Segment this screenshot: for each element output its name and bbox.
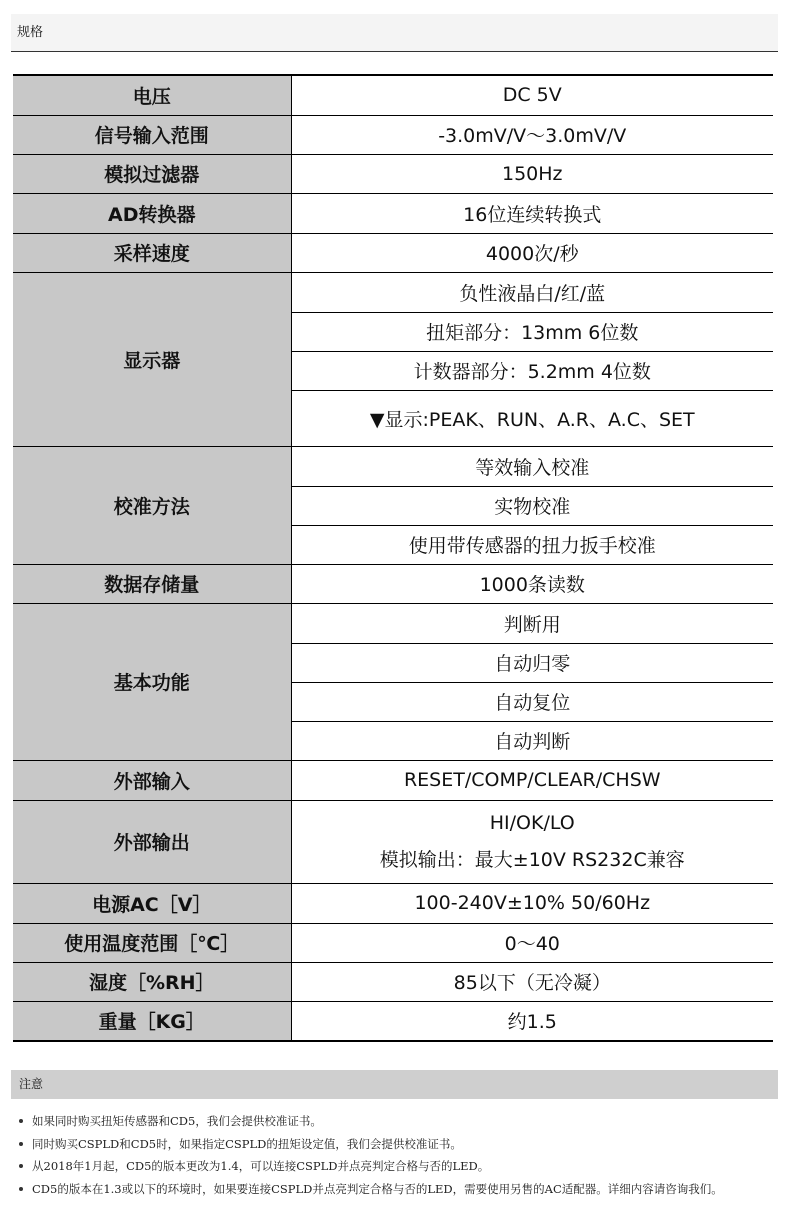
list-item: 从2018年1月起，CD5的版本更改为1.4，可以连接CSPLD并点亮判定合格与否的LED。 (16, 1155, 776, 1178)
row-label-analog-filter: 模拟过滤器 (13, 154, 291, 193)
list-item: CD5的版本在1.3或以下的环境时，如果要连接CSPLD并点亮判定合格与否的LED，需要使用另售的AC适配器。详细内容请咨询我们。 (16, 1178, 776, 1201)
spec-table (13, 74, 773, 1042)
row-label-sampling-rate: 采样速度 (13, 233, 291, 272)
notes-list (16, 1110, 776, 1200)
row-label-calibration: 校准方法 (13, 446, 291, 564)
row-label-ext-input: 外部输入 (13, 760, 291, 800)
table-row (13, 272, 773, 312)
row-value-voltage: DC 5V (291, 75, 773, 115)
list-item: 同时购买CSPLD和CD5时，如果指定CSPLD的扭矩设定值，我们会提供校准证书。 (16, 1133, 776, 1156)
row-label-power: 电源AC［V］ (13, 883, 291, 923)
row-value-basic-functions-2: 自动归零 (291, 643, 773, 682)
row-value-temp-range: 0～40 (291, 923, 773, 962)
table-row (13, 883, 773, 923)
row-label-data-storage: 数据存储量 (13, 564, 291, 603)
table-row (13, 800, 773, 883)
row-value-basic-functions-4: 自动判断 (291, 721, 773, 760)
row-value-display-1: 负性液晶白/红/蓝 (291, 272, 773, 312)
table-row (13, 446, 773, 486)
table-row (13, 233, 773, 272)
spec-section-title: 规格 (17, 25, 44, 40)
spec-section-header (11, 14, 778, 52)
row-value-ad-converter: 16位连续转换式 (291, 193, 773, 233)
row-label-voltage: 电压 (13, 75, 291, 115)
row-value-display-3: 计数器部分：5.2mm 4位数 (291, 351, 773, 390)
table-row (13, 923, 773, 962)
row-value-analog-filter: 150Hz (291, 154, 773, 193)
table-row (13, 1001, 773, 1041)
row-value-weight: 约1.5 (291, 1001, 773, 1041)
row-label-temp-range: 使用温度范围［℃］ (13, 923, 291, 962)
table-row (13, 760, 773, 800)
row-label-weight: 重量［KG］ (13, 1001, 291, 1041)
row-value-calibration-1: 等效输入校准 (291, 446, 773, 486)
table-row (13, 154, 773, 193)
row-value-calibration-2: 实物校准 (291, 486, 773, 525)
row-value-calibration-3: 使用带传感器的扭力扳手校准 (291, 525, 773, 564)
row-value-display-2: 扭矩部分：13mm 6位数 (291, 312, 773, 351)
row-label-display: 显示器 (13, 272, 291, 446)
table-row (13, 962, 773, 1001)
row-label-ad-converter: AD转换器 (13, 193, 291, 233)
table-row (13, 603, 773, 643)
row-label-ext-output: 外部输出 (13, 800, 291, 883)
table-row (13, 75, 773, 115)
row-value-humidity: 85以下（无冷凝） (291, 962, 773, 1001)
notes-section-header (11, 1070, 778, 1099)
row-value-basic-functions-1: 判断用 (291, 603, 773, 643)
row-value-basic-functions-3: 自动复位 (291, 682, 773, 721)
row-label-basic-functions: 基本功能 (13, 603, 291, 760)
table-row (13, 564, 773, 603)
row-value-ext-input: RESET/COMP/CLEAR/CHSW (291, 760, 773, 800)
notes-section-title: 注意 (19, 1077, 44, 1091)
row-label-humidity: 湿度［%RH］ (13, 962, 291, 1001)
list-item: 如果同时购买扭矩传感器和CD5，我们会提供校准证书。 (16, 1110, 776, 1133)
row-value-sampling-rate: 4000次/秒 (291, 233, 773, 272)
ext-output-line-2: 模拟输出：最大±10V RS232C兼容 (379, 848, 685, 871)
ext-output-line-1: HI/OK/LO (489, 811, 575, 834)
row-value-ext-output (291, 800, 773, 883)
table-row (13, 115, 773, 154)
row-label-signal-range: 信号输入范围 (13, 115, 291, 154)
row-value-power: 100-240V±10% 50/60Hz (291, 883, 773, 923)
row-value-data-storage: 1000条读数 (291, 564, 773, 603)
row-value-display-4: ▼显示:PEAK、RUN、A.R、A.C、SET (291, 390, 773, 446)
table-row (13, 193, 773, 233)
row-value-signal-range: -3.0mV/V～3.0mV/V (291, 115, 773, 154)
